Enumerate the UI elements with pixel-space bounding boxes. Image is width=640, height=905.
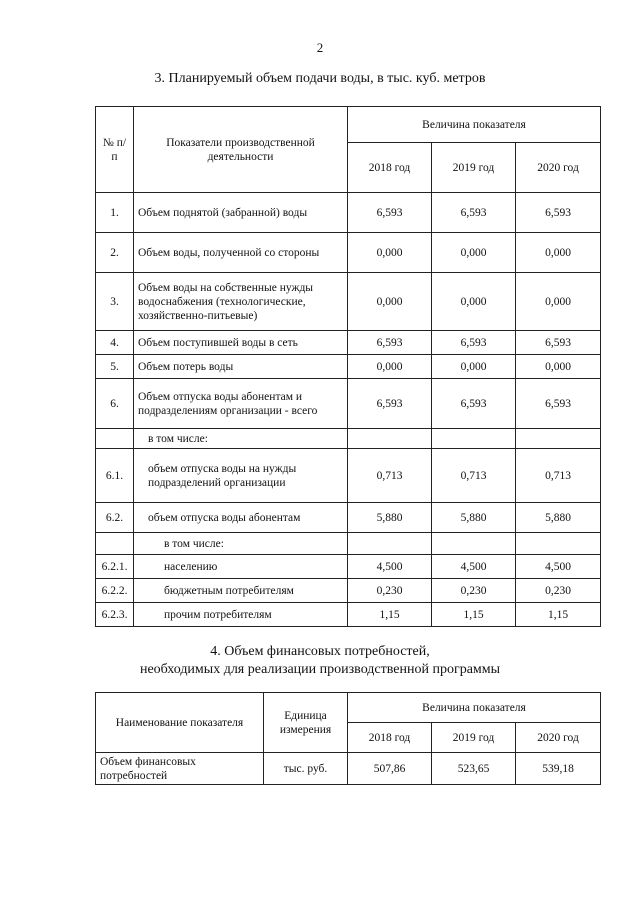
- row-value: 4,500: [432, 555, 516, 579]
- row-value: 6,593: [516, 331, 601, 355]
- row-value: 5,880: [516, 503, 601, 533]
- row-value: 0,230: [432, 579, 516, 603]
- header-year: 2018 год: [348, 723, 432, 753]
- row-num: 6.1.: [96, 449, 134, 503]
- row-label: населению: [134, 555, 348, 579]
- table-row: [96, 273, 601, 331]
- row-label: Объем отпуска воды абонентам и подразделениям организации - всего: [134, 379, 348, 429]
- row-label: бюджетным потребителям: [134, 579, 348, 603]
- row-value: [516, 533, 601, 555]
- row-num: 4.: [96, 331, 134, 355]
- table-row: [96, 533, 601, 555]
- row-value: 0,000: [432, 273, 516, 331]
- row-value: 6,593: [516, 193, 601, 233]
- row-label: Объем поднятой (забранной) воды: [134, 193, 348, 233]
- header-year: 2018 год: [348, 143, 432, 193]
- section-4-title-line-1: 4. Объем финансовых потребностей,: [210, 644, 430, 659]
- header-name: Наименование показателя: [96, 693, 264, 753]
- row-unit: тыс. руб.: [264, 753, 348, 785]
- row-num: 1.: [96, 193, 134, 233]
- row-num: 2.: [96, 233, 134, 273]
- row-num: 6.: [96, 379, 134, 429]
- row-value: 507,86: [348, 753, 432, 785]
- row-label: Объем воды, полученной со стороны: [134, 233, 348, 273]
- row-value: 523,65: [432, 753, 516, 785]
- header-year: 2020 год: [516, 723, 601, 753]
- row-value: 4,500: [516, 555, 601, 579]
- header-value: Величина показателя: [348, 693, 601, 723]
- row-value: 6,593: [432, 331, 516, 355]
- header-value: Величина показателя: [348, 107, 601, 143]
- header-year: 2019 год: [432, 143, 516, 193]
- table-row: [96, 555, 601, 579]
- row-num: [96, 533, 134, 555]
- table-row: [96, 193, 601, 233]
- row-value: 0,000: [348, 233, 432, 273]
- header-year: 2019 год: [432, 723, 516, 753]
- row-value: 0,230: [348, 579, 432, 603]
- section-4-title-line-2: необходимых для реализации производственной программы: [139, 662, 501, 677]
- row-value: [432, 533, 516, 555]
- row-num: 6.2.: [96, 503, 134, 533]
- row-value: 1,15: [516, 603, 601, 627]
- row-num: [96, 429, 134, 449]
- row-label: в том числе:: [134, 533, 348, 555]
- table-row: [96, 753, 601, 785]
- row-value: 0,000: [348, 355, 432, 379]
- row-value: 5,880: [348, 503, 432, 533]
- row-value: 0,713: [432, 449, 516, 503]
- row-value: [348, 429, 432, 449]
- row-value: 6,593: [432, 193, 516, 233]
- table-row: [96, 379, 601, 429]
- row-value: 6,593: [348, 193, 432, 233]
- table-row: [96, 429, 601, 449]
- row-value: 0,000: [516, 355, 601, 379]
- header-year: 2020 год: [516, 143, 601, 193]
- header-num: № п/п: [96, 107, 134, 193]
- table-row: [96, 603, 601, 627]
- row-label: Объем поступившей воды в сеть: [134, 331, 348, 355]
- row-value: 0,000: [432, 233, 516, 273]
- row-num: 6.2.3.: [96, 603, 134, 627]
- header-indicators: Показатели производственной деятельности: [134, 107, 348, 193]
- row-num: 5.: [96, 355, 134, 379]
- row-num: 6.2.2.: [96, 579, 134, 603]
- row-label: объем отпуска воды абонентам: [134, 503, 348, 533]
- table-row: [96, 331, 601, 355]
- row-value: 0,000: [432, 355, 516, 379]
- row-num: 3.: [96, 273, 134, 331]
- table-row: [96, 233, 601, 273]
- financial-needs-table: [95, 692, 601, 785]
- row-value: 6,593: [348, 331, 432, 355]
- row-value: 0,000: [348, 273, 432, 331]
- row-value: [348, 533, 432, 555]
- row-value: 5,880: [432, 503, 516, 533]
- row-value: 539,18: [516, 753, 601, 785]
- header-unit: Единица измерения: [264, 693, 348, 753]
- row-value: [516, 429, 601, 449]
- table-row: [96, 503, 601, 533]
- row-value: 0,000: [516, 233, 601, 273]
- row-label: Объем воды на собственные нужды водоснабжения (технологические, хозяйственно-питьевые): [134, 273, 348, 331]
- row-value: 0,000: [516, 273, 601, 331]
- row-value: 4,500: [348, 555, 432, 579]
- row-label: прочим потребителям: [134, 603, 348, 627]
- table-row: [96, 449, 601, 503]
- row-label: в том числе:: [134, 429, 348, 449]
- row-value: 0,230: [516, 579, 601, 603]
- row-value: 1,15: [432, 603, 516, 627]
- row-value: 6,593: [516, 379, 601, 429]
- page-number: 2: [316, 40, 324, 55]
- row-value: 6,593: [432, 379, 516, 429]
- water-supply-table: [95, 106, 601, 627]
- section-3-title: 3. Планируемый объем подачи воды, в тыс. куб. метров: [154, 71, 486, 86]
- row-label: объем отпуска воды на нужды подразделений организации: [134, 449, 348, 503]
- row-label: Объем финансовых потребностей: [96, 753, 264, 785]
- row-value: 6,593: [348, 379, 432, 429]
- row-label: Объем потерь воды: [134, 355, 348, 379]
- row-value: 0,713: [348, 449, 432, 503]
- table-row: [96, 579, 601, 603]
- row-value: 1,15: [348, 603, 432, 627]
- row-value: 0,713: [516, 449, 601, 503]
- row-value: [432, 429, 516, 449]
- table-row: [96, 355, 601, 379]
- row-num: 6.2.1.: [96, 555, 134, 579]
